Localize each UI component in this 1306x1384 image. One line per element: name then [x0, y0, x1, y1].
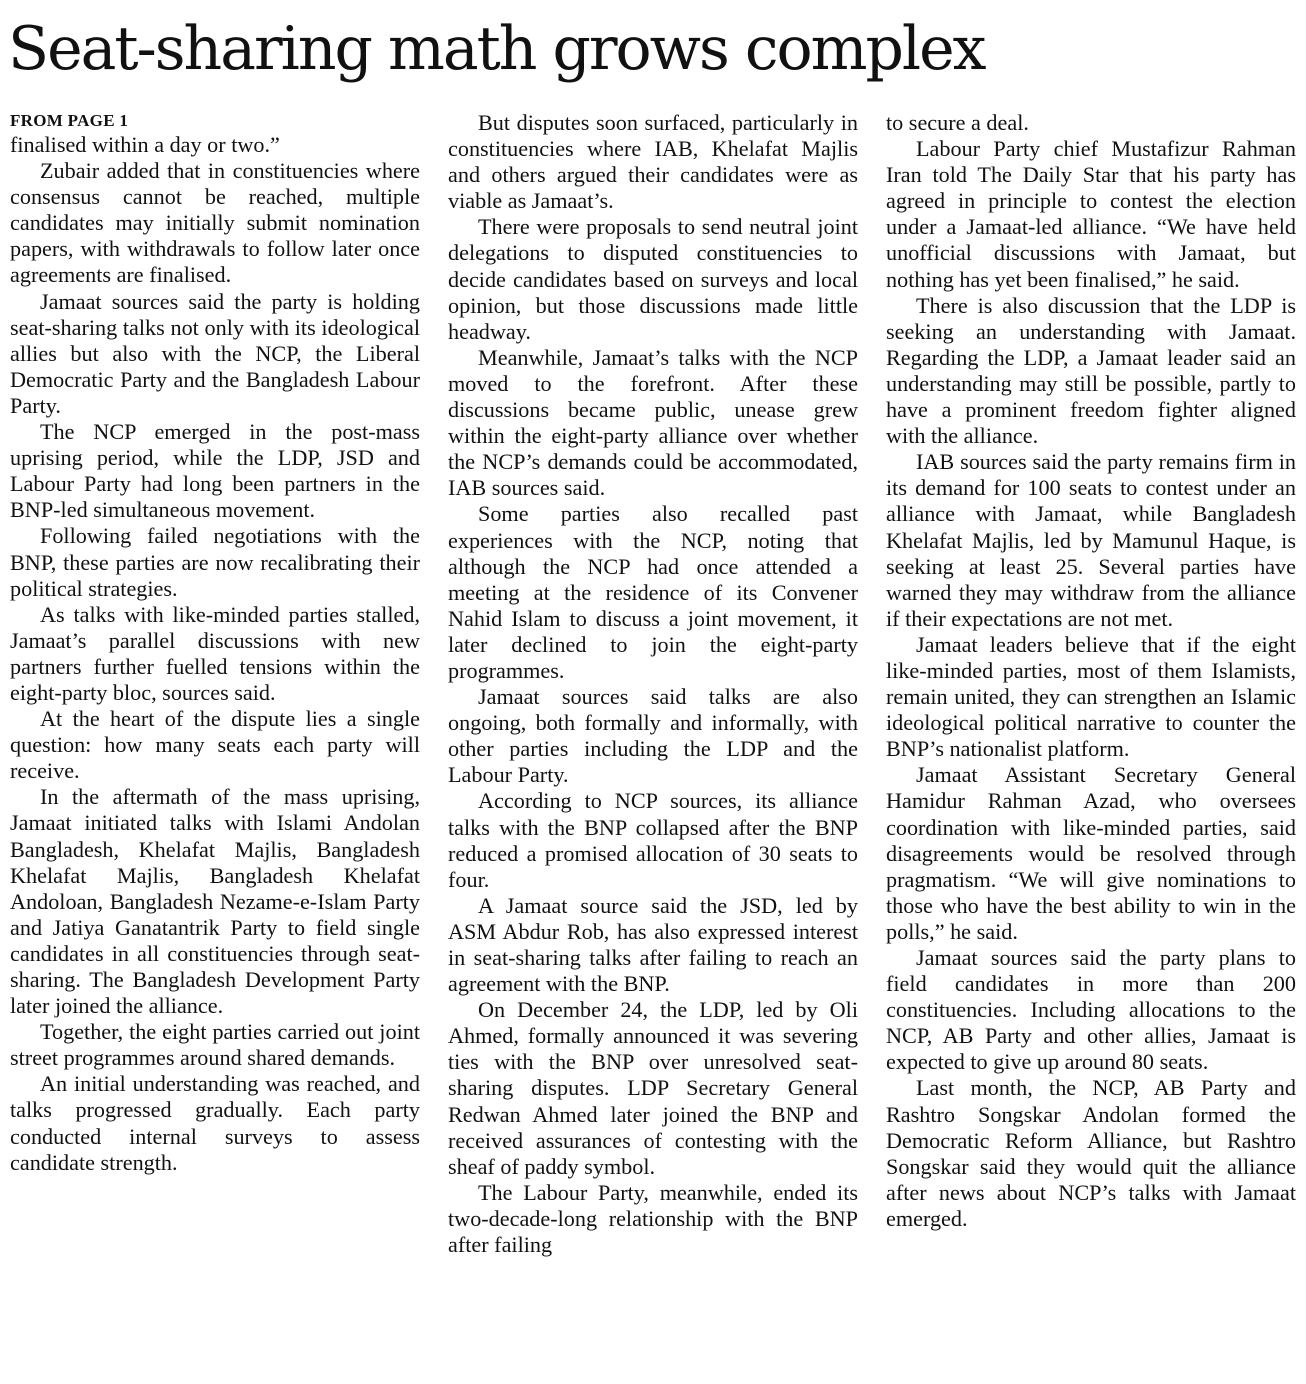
paragraph: Labour Party chief Mustafizur Rahman Iran told The Daily Star that his party has agreed in principle to contest the election under a Jamaat-led alliance. “We have held unofficial discussions with Jamaat, but nothing has yet been finalised,” he said. — [886, 136, 1296, 292]
paragraph: Last month, the NCP, AB Party and Rashtro Songskar Andolan formed the Democratic Reform Alliance, but Rashtro Songskar said they would quit the alliance after news about NCP’s talks with Jamaat emerged. — [886, 1075, 1296, 1231]
paragraph: to secure a deal. — [886, 110, 1029, 135]
paragraph: Jamaat Assistant Secretary General Hamidur Rahman Azad, who oversees coordination with like-minded parties, said disagreements would be resolved through pragmatism. “We will give nominations to those who have the best ability to win in the polls,” he said. — [886, 762, 1296, 944]
paragraph: Jamaat sources said talks are also ongoing, both formally and informally, with other parties including the LDP and the Labour Party. — [448, 684, 858, 788]
article-column-3 — [886, 110, 1296, 1232]
headline: Seat-sharing math grows complex — [8, 14, 985, 84]
paragraph: Jamaat sources said the party plans to field candidates in more than 200 constituencies. Including allocations to the NCP, AB Party and other allies, Jamaat is expected to give up around 80 seats. — [886, 945, 1296, 1075]
paragraph: Meanwhile, Jamaat’s talks with the NCP moved to the forefront. After these discussions became public, unease grew within the eight-party alliance over whether the NCP’s demands could be accommodated, IAB sources said. — [448, 344, 858, 501]
paragraph: A Jamaat source said the JSD, led by ASM Abdur Rob, has also expressed interest in seat-sharing talks after failing to reach an agreement with the BNP. — [448, 892, 858, 997]
paragraph: IAB sources said the party remains firm in its demand for 100 seats to contest under an alliance with Jamaat, while Bangladesh Khelafat Majlis, led by Mamunul Haque, is seeking at least 25. Several parties have warned they may withdraw from the alliance if their expectations are not met. — [886, 449, 1296, 631]
paragraph: Jamaat sources said the party is holding seat-sharing talks not only with its ideological allies but also with the NCP, the Liberal Democratic Party and the Bangladesh Labour Party. — [10, 288, 420, 418]
kicker-from-page-1: FROM PAGE 1 — [10, 111, 129, 130]
paragraph: At the heart of the dispute lies a single question: how many seats each party will receive. — [10, 706, 420, 784]
paragraph: There were proposals to send neutral joint delegations to disputed constituencies to decide candidates based on surveys and local opinion, but those discussions made little headway. — [448, 214, 858, 344]
paragraph: According to NCP sources, its alliance talks with the BNP collapsed after the BNP reduced a promised allocation of 30 seats to four. — [448, 788, 858, 892]
paragraph: On December 24, the LDP, led by Oli Ahmed, formally announced it was severing ties with the BNP over unresolved seat-sharing disputes. LDP Secretary General Redwan Ahmed later joined the BNP and received assurances of contesting with the sheaf of paddy symbol. — [448, 997, 858, 1179]
paragraph: Jamaat leaders believe that if the eight like-minded parties, most of them Islamists, remain united, they can strengthen an Islamic ideological political narrative to counter the BNP’s nationalist platform. — [886, 631, 1296, 762]
paragraph: Together, the eight parties carried out joint street programmes around shared demands. — [10, 1019, 420, 1071]
paragraph: As talks with like-minded parties stalled, Jamaat’s parallel discussions with new partners further fuelled tensions within the eight-party bloc, sources said. — [10, 601, 420, 705]
paragraph: finalised within a day or two.” — [10, 132, 280, 157]
paragraph: An initial understanding was reached, and talks progressed gradually. Each party conducted internal surveys to assess candidate strength. — [10, 1071, 420, 1175]
article-column-2 — [448, 110, 858, 1258]
paragraph: But disputes soon surfaced, particularly in constituencies where IAB, Khelafat Majlis and others argued their candidates were as viable as Jamaat’s. — [448, 110, 858, 214]
article-column-1 — [10, 110, 420, 1176]
paragraph: In the aftermath of the mass uprising, Jamaat initiated talks with Islami Andolan Bangladesh, Khelafat Majlis, Bangladesh Khelafat Majlis, Bangladesh Khelafat Andoloan, Bangladesh Nezame-e-Islam Party and Jatiya Ganatantrik Party to field single candidates in all constituencies through seat-sharing. The Bangladesh Development Party later joined the alliance. — [10, 784, 420, 1019]
paragraph: Zubair added that in constituencies where consensus cannot be reached, multiple candidates may initially submit nomination papers, with withdrawals to follow later once agreements are finalised. — [10, 158, 420, 288]
paragraph: The Labour Party, meanwhile, ended its two-decade-long relationship with the BNP after failing — [448, 1179, 858, 1258]
paragraph: There is also discussion that the LDP is seeking an understanding with Jamaat. Regarding the LDP, a Jamaat leader said an understanding may still be possible, partly to have a prominent freedom fighter aligned with the alliance. — [886, 292, 1296, 449]
paragraph: Some parties also recalled past experiences with the NCP, noting that although the NCP had once attended a meeting at the residence of its Convener Nahid Islam to discuss a joint movement, it later declined to join the eight-party programmes. — [448, 501, 858, 683]
paragraph: Following failed negotiations with the BNP, these parties are now recalibrating their political strategies. — [10, 523, 420, 601]
paragraph: The NCP emerged in the post-mass uprising period, while the LDP, JSD and Labour Party had long been partners in the BNP-led simultaneous movement. — [10, 419, 420, 523]
